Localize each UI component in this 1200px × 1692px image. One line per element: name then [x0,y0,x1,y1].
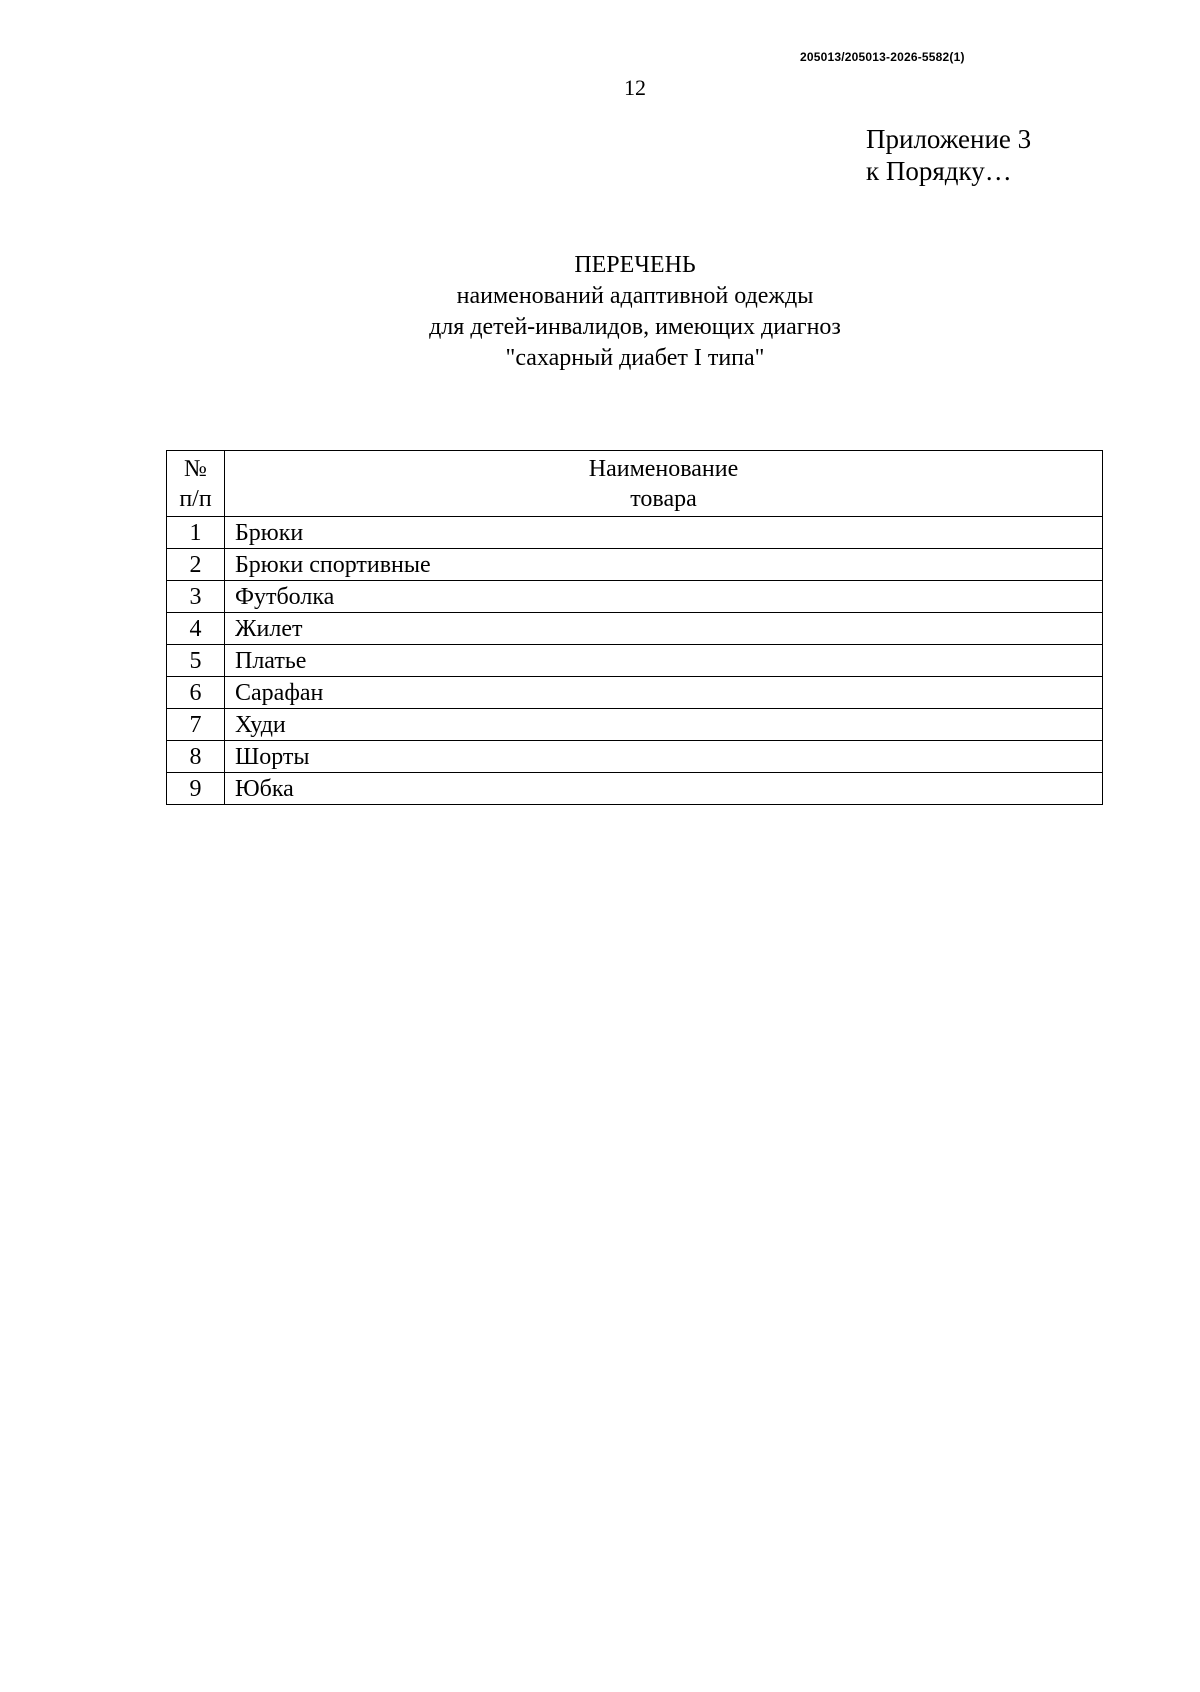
title-line: наименований адаптивной одежды [456,283,814,309]
row-name: Платье [225,645,1103,677]
table-row [167,645,1103,677]
row-number: 3 [167,581,225,613]
table-row [167,581,1103,613]
header-name-line2: товара [630,485,697,512]
page-number: 12 [624,75,646,100]
document-id: 205013/205013-2026-5582(1) [800,50,965,64]
row-name: Жилет [225,613,1103,645]
row-number: 5 [167,645,225,677]
header-number [167,451,225,517]
row-number: 8 [167,741,225,773]
table-row [167,709,1103,741]
row-number: 6 [167,677,225,709]
header-number-line2: п/п [179,485,212,512]
document-title [335,250,935,374]
items-table [166,450,1103,805]
row-number: 2 [167,549,225,581]
row-number: 9 [167,773,225,805]
row-name: Шорты [225,741,1103,773]
row-name: Брюки спортивные [225,549,1103,581]
row-number: 1 [167,517,225,549]
table-row [167,677,1103,709]
row-number: 4 [167,613,225,645]
row-name: Сарафан [225,677,1103,709]
appendix-reference [866,123,1031,187]
appendix-line: Приложение 3 [866,124,1032,154]
table-row [167,741,1103,773]
row-name: Юбка [225,773,1103,805]
title-line: для детей-инвалидов, имеющих диагноз [429,314,841,340]
row-name: Худи [225,709,1103,741]
appendix-line: к Порядку… [866,156,1012,186]
table-row [167,517,1103,549]
table-row [167,549,1103,581]
row-name: Футболка [225,581,1103,613]
row-name: Брюки [225,517,1103,549]
header-number-line1: № [184,455,207,482]
table-header-row [167,451,1103,517]
table-row [167,773,1103,805]
row-number: 7 [167,709,225,741]
title-heading: ПЕРЕЧЕНЬ [574,252,696,278]
table-row [167,613,1103,645]
header-name-line1: Наименование [588,455,739,482]
header-name [225,451,1103,517]
title-line: "сахарный диабет I типа" [505,345,765,371]
